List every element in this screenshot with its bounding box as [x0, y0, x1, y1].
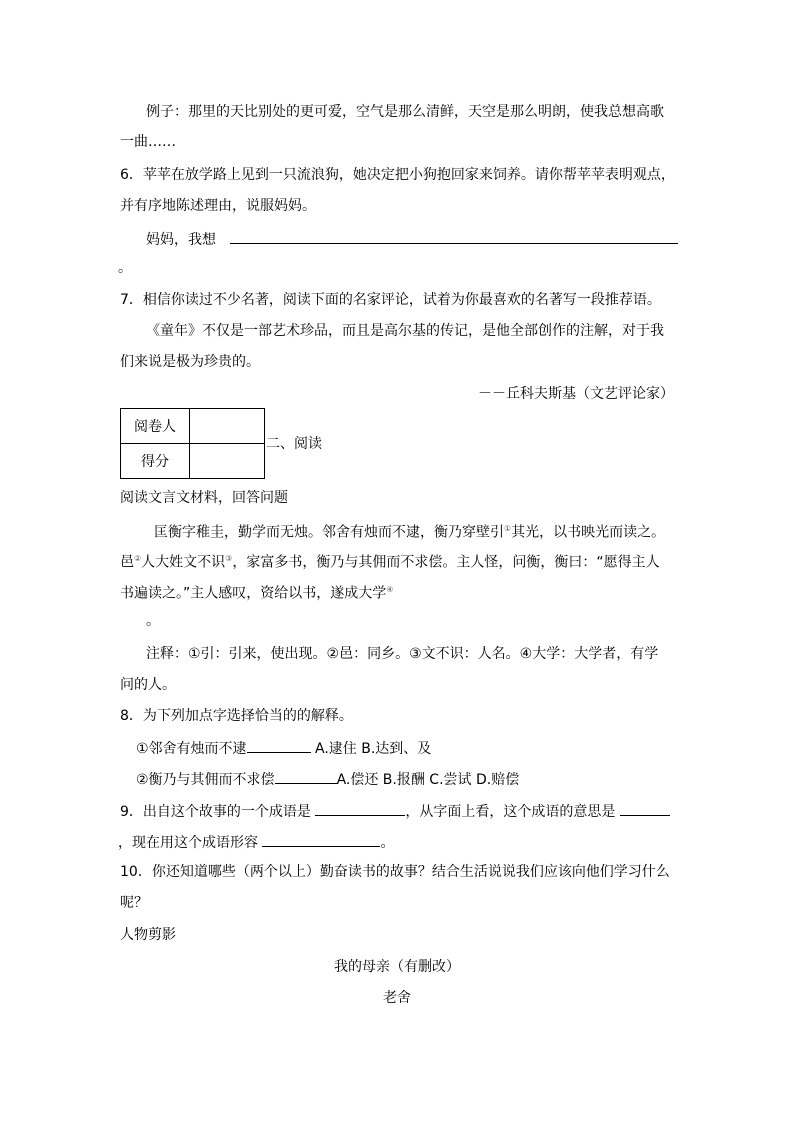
q9-line-2	[118, 831, 394, 853]
passage-line-2	[120, 549, 660, 573]
passage-line-1	[154, 519, 665, 543]
example-line-1: 例子：那里的天比别处的更可爱，空气是那么清鲜，天空是那么明朗，使我总想高歌	[146, 104, 664, 120]
q6-answer-blank[interactable]	[230, 228, 678, 244]
passage-text: 匡衡字稚圭，勤学而无烛。邻舍有烛而不逮，衡乃穿壁引	[154, 524, 504, 541]
section-3-heading: 人物剪影	[120, 927, 176, 943]
q6-end-mark: 。	[118, 260, 132, 276]
footnote-ref-2: ②	[134, 554, 142, 563]
q8-item-2-blank[interactable]	[275, 768, 337, 784]
footnote-ref-3: ③	[225, 554, 233, 563]
article-author: 老舍	[383, 990, 411, 1006]
q10-line-1: 10．你还知道哪些（两个以上）勤奋读书的故事？结合生活说说我们应该向他们学习什么	[120, 864, 670, 880]
passage-line-3	[120, 580, 393, 604]
q9-idiom-blank[interactable]	[315, 800, 405, 816]
q9-part-4: 。	[380, 835, 395, 851]
q6-answer-prefix: 妈妈，我想	[146, 232, 216, 248]
score-label: 得分	[121, 444, 190, 479]
passage-text: 人大姓文不识	[141, 554, 226, 571]
passage-text: 邑	[120, 554, 134, 571]
q8-item-1-options: A.逮住 B.达到、及	[315, 741, 432, 757]
q9-part-2: ，从字面上看，这个成语的意思是	[405, 804, 616, 820]
score-table	[120, 408, 265, 479]
passage-note-line-1: 注释：①引：引来，使出现。②邑：同乡。③文不识：人名。④大学：大学者，有学	[146, 646, 659, 662]
q10-line-2: 呢？	[120, 895, 148, 911]
example-line-2: 一曲……	[120, 134, 176, 150]
q6-stem-line-1: 6．苹苹在放学路上见到一只流浪狗，她决定把小狗抱回家来饲养。请你帮苹苹表明观点，	[120, 167, 675, 183]
passage-text: 其光，以书映光而读之。	[511, 524, 666, 541]
passage-line-4: 。	[146, 613, 160, 629]
q7-quote-line-2: 们来说是极为珍贵的。	[120, 354, 260, 370]
q8-item-1-text: ①邻舍有烛而不逮	[136, 741, 247, 757]
section-2-instruction: 阅读文言文材料，回答问题	[120, 490, 288, 506]
q8-stem: 8．为下列加点字选择恰当的的解释。	[120, 708, 353, 724]
footnote-ref-4: ④	[386, 585, 394, 594]
q7-attribution: －－丘科夫斯基（文艺评论家）	[478, 386, 674, 402]
q6-stem-line-2: 并有序地陈述理由，说服妈妈。	[120, 198, 316, 214]
q9-describe-blank[interactable]	[262, 831, 380, 847]
q9-meaning-blank[interactable]	[620, 800, 670, 816]
passage-text: 书遍读之。”主人感叹，资给以书，遂成大学	[120, 585, 387, 602]
passage-text: ，家富多书，衡乃与其佣而不求偿。主人怪，问衡，衡曰：“愿得主人	[232, 554, 660, 571]
q9-part-3: ，现在用这个成语形容	[118, 835, 258, 851]
score-cell[interactable]	[190, 444, 265, 479]
section-2-title: 二、阅读	[266, 436, 322, 452]
q8-item-2	[136, 768, 519, 790]
q8-item-1-blank[interactable]	[247, 737, 311, 753]
reviewer-label: 阅卷人	[121, 409, 190, 444]
footnote-ref-1: ①	[504, 524, 512, 533]
article-title: 我的母亲（有删改）	[334, 959, 460, 975]
reviewer-cell[interactable]	[190, 409, 265, 444]
q7-quote-line-1: 《童年》不仅是一部艺术珍品，而且是高尔基的传记，是他全部创作的注解，对于我	[146, 323, 664, 339]
q9-part-1: 9．出自这个故事的一个成语是	[120, 804, 311, 820]
q8-item-2-options: A.偿还 B.报酬 C.尝试 D.赔偿	[336, 772, 520, 788]
q8-item-1	[136, 737, 431, 759]
passage-note-line-2: 问的人。	[120, 677, 176, 693]
q6-answer-line	[146, 228, 678, 250]
q7-stem: 7．相信你读过不少名著，阅读下面的名家评论，试着为你最喜欢的名著写一段推荐语。	[120, 292, 661, 308]
q9-line-1	[120, 800, 670, 822]
q8-item-2-text: ②衡乃与其佣而不求偿	[136, 772, 275, 788]
